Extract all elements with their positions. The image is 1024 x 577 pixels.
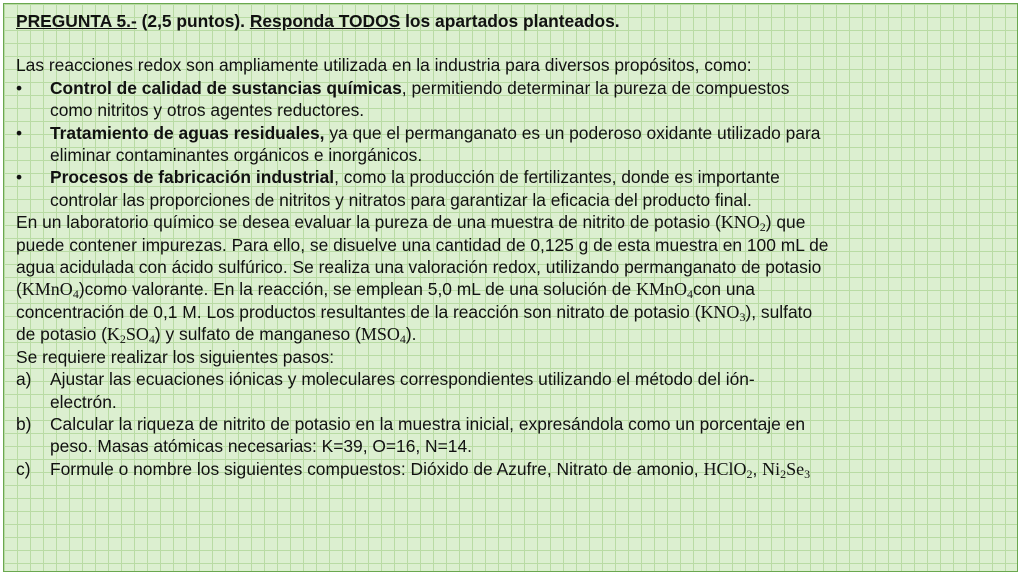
paragraph-line [16,323,1005,345]
text-run: ) y sulfato de manganeso ( [154,324,361,345]
formula-text: KNO [720,212,760,233]
steps-list [16,368,1005,480]
formula-text: SO [125,324,149,345]
formula-mso4 [360,324,406,347]
formula-text: MSO [360,324,400,345]
text-run: con una [692,279,755,300]
formula-ni2se3 [762,459,810,479]
formula-kno3 [700,302,745,322]
paragraph-line: agua acidulada con ácido sulfúrico. Se realiza una valoración redox, utilizando permanganato de potasio [16,257,822,278]
text-run: ). [405,324,417,345]
formula-k2so4 [106,324,155,347]
formula-subscript: 4 [399,332,406,347]
title-rest: los apartados planteados. [400,11,620,31]
formula-subscript: 3 [739,309,746,324]
formula-kno2 [720,212,766,235]
formula-text: KNO [700,301,740,322]
formula-text: K [106,324,120,345]
bullet-item-manufacturing [16,166,1005,211]
bullet-text-cont: eliminar contaminantes orgánicos e inorgánicos. [50,145,423,166]
text-run: de potasio ( [16,324,107,345]
paragraph-line [16,301,1005,323]
formula-subscript: 2 [119,332,126,347]
bullet-text: ya que el permanganato es un poderoso oxidante utilizado para [324,122,821,143]
procedure-paragraph [16,211,1005,345]
text-run: En un laboratorio químico se desea evaluar la pureza de una muestra de nitrito de potasio ( [16,212,721,233]
text-run: )como valorante. En la reacción, se emplean 5,0 mL de una solución de [78,279,636,300]
bullet-icon: • [16,77,23,98]
formula-text: Ni [762,458,781,479]
formula-text: KMnO [21,279,73,300]
step-text-cont: peso. Masas atómicas necesarias: K=39, O=16, N=14. [50,436,472,457]
intro-text: Las reacciones redox son ampliamente utilizada en la industria para diversos propósitos, como: [16,55,752,76]
spacer [16,32,1005,54]
text-run: ), sulfato [745,301,813,322]
step-item-a [16,368,1005,413]
formula-subscript: 4 [686,287,693,302]
step-item-b [16,413,1005,458]
step-text [50,458,1005,480]
question-title [16,10,1005,32]
step-letter: b) [16,413,32,434]
step-text: Calcular la riqueza de nitrito de potasio en la muestra inicial, expresándola como un porcentaje en [50,413,805,434]
bullet-text-cont: como nitritos y otros agentes reductores. [50,100,365,121]
bullet-item-wastewater [16,122,1005,167]
formula-subscript: 2 [746,466,753,481]
bullet-icon: • [16,167,23,188]
bullet-icon: • [16,122,23,143]
formula-subscript: 4 [72,287,79,302]
bullet-text: , permitiendo determinar la pureza de compuestos [401,77,790,98]
question-number: PREGUNTA 5.- [16,11,137,31]
bullet-heading: Tratamiento de aguas residuales, [50,122,325,143]
formula-hclo2 [703,459,752,479]
bullet-heading: Procesos de fabricación industrial [50,167,335,188]
text-run: , [752,458,763,479]
step-item-c [16,458,1005,480]
step-text: Ajustar las ecuaciones iónicas y moleculares correspondientes utilizando el método del ión- [50,369,755,390]
paragraph-line [16,278,1005,300]
formula-subscript: 3 [804,466,811,481]
bullet-list [16,77,1005,211]
formula-subscript: 2 [759,220,766,235]
formula-text: HClO [703,458,747,479]
question-panel [3,3,1018,572]
formula-subscript: 4 [148,332,155,347]
step-text-cont: electrón. [50,391,117,412]
formula-subscript: 2 [780,466,787,481]
formula-kmno4 [635,279,693,302]
title-emphasis: Responda TODOS [249,11,401,31]
step-letter: c) [16,458,31,479]
question-points: (2,5 puntos). [136,11,250,31]
text-run: Formule o nombre los siguientes compuestos: Dióxido de Azufre, Nitrato de amonio, [50,458,704,479]
formula-text: KMnO [635,279,687,300]
steps-intro: Se requiere realizar los siguientes pasos: [16,346,335,367]
text-run: ( [16,279,22,300]
bullet-heading: Control de calidad de sustancias químicas [50,77,402,98]
paragraph-line [16,211,1005,233]
text-run: ) que [765,212,806,233]
text-run: concentración de 0,1 M. Los productos resultantes de la reacción son nitrato de potasio ( [16,301,701,322]
formula-kmno4 [21,279,79,302]
paragraph-line: puede contener impurezas. Para ello, se disuelve una cantidad de 0,125 g de esta muestra en 100 mL de [16,234,829,255]
bullet-text-cont: controlar las proporciones de nitritos y nitratos para garantizar la eficacia del producto final. [50,189,752,210]
step-letter: a) [16,369,32,390]
bullet-item-quality-control [16,77,1005,122]
bullet-text: , como la producción de fertilizantes, donde es importante [334,167,780,188]
formula-text: Se [786,458,805,479]
